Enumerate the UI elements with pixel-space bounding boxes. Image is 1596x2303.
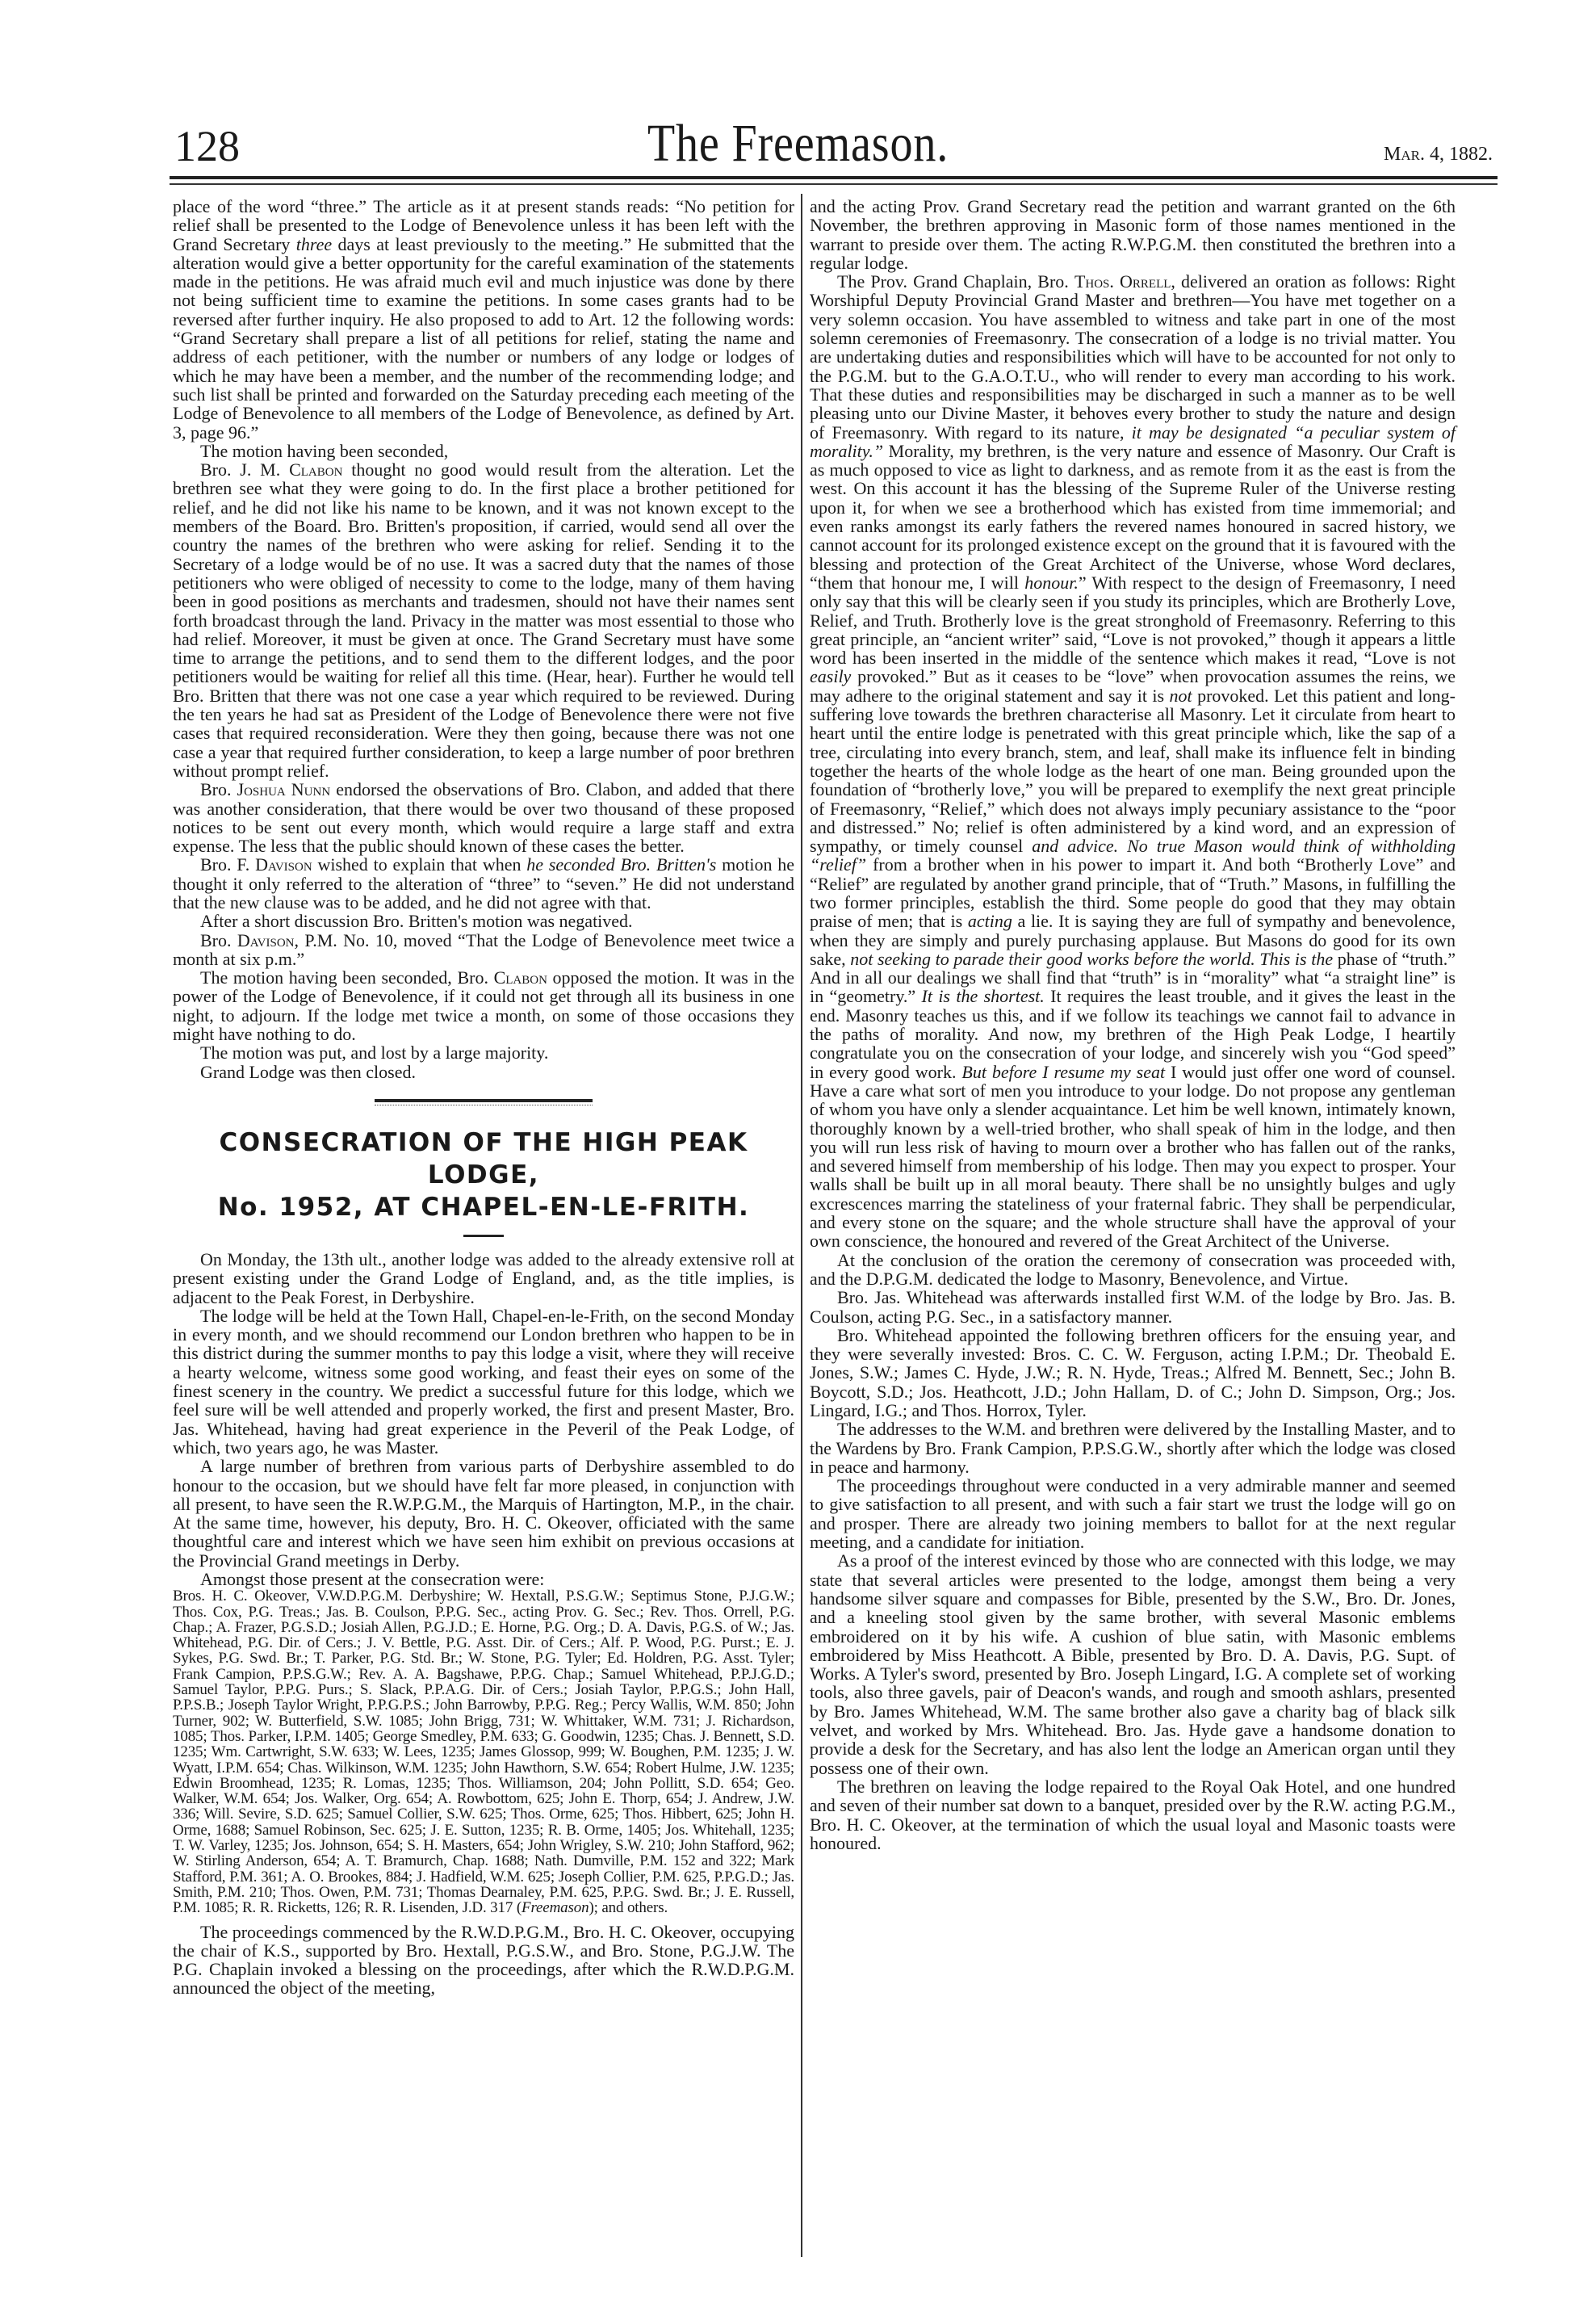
text-run: The Prov. Grand Chaplain, Bro. (837, 271, 1074, 292)
paragraph (173, 1457, 794, 1570)
small-caps-name: Thos. Orrell (1074, 271, 1171, 292)
small-caps-name: Clabon (289, 459, 343, 480)
text-run: phase of “truth.” And in all our dealings we shall find that “truth” is in “morality” what “a straight line” is in “geometry.” (810, 948, 1456, 1007)
paragraph (810, 1326, 1456, 1420)
text-run: , delivered an oration as follows: Right Worshipful Deputy Provincial Grand Master and brethren—You have met together on a very solemn occasion. You have assembled to witness and take part in one of the most solemn ceremonies of Freemasonry. The consecration of a lodge is no trivial matter. You are undertaking duties and responsibilities which will have to be accounted for not only to the P.G.M. but to the G.A.O.T.U., who will render to every man according to his work. That these duties and responsibilities may be discharged in such a manner as to be well pleasing unto our Divine Master, it behoves every brother to study the nature and design of Freemasonry. With regard to its nature, (810, 271, 1456, 443)
text-run: Bro. J. M. (200, 459, 290, 480)
paragraph (173, 968, 794, 1043)
article-intro (173, 1250, 794, 1588)
paragraph (173, 855, 794, 912)
text-run: Amongst those present at the consecration were: (200, 1569, 545, 1589)
paragraph (810, 1420, 1456, 1476)
grand-lodge-report (173, 197, 794, 1081)
text-run: The motion having been seconded, Bro. (200, 967, 494, 988)
article-heading (173, 1126, 794, 1223)
text-run: It requires the least trouble, and it gives the least in the end. Masonry teaches us this, and if we follow its teachings we cannot fail to advance in the paths of morality. And now, my brethren of the High Peak Lodge, I heartily congratulate you on the consecration of your lodge, and sincerely wish you “God speed” in every good work. (810, 986, 1456, 1082)
paragraph (173, 1043, 794, 1062)
text-run: Grand Lodge was then closed. (200, 1061, 416, 1082)
attendees-list (173, 1588, 794, 1915)
text-run: thought no good would result from the alteration. Let the brethren see what they were going to do. In the first place a brother petitioned for relief, and he did not like his name to be known, and it was not known except to the members of the Board. Bro. Britten's proposition, if carried, would send all over the country the names of the brethren who were asking for relief. Sending it to the Secretary of a lodge would be of no use. It was a sacred duty that the names of those petitioners who were obliged of necessity to come to the lodge, many of them having been in good positions as merchants and tradesmen, should not have their names sent forth broadcast through the land. Privacy in the matter was most essential to those who had relief. Moreover, it must be given at once. The Grand Secretary must have some time to arrange the petitions, and to send them to the different lodges, and the poor petitioners would be waiting for relief all this time. (Hear, hear). Further he would tell Bro. Britten that there was not one case a year which required to be reviewed. During the ten years he had sat as President of the Lodge of Benevolence there were not five cases that required reconsideration. Were they then going, because there was not one case a year that required further consideration, to keep a large number of poor brethren without prompt relief. (173, 459, 795, 781)
text-run: The motion was put, and lost by a large majority. (200, 1042, 549, 1063)
paragraph (173, 1063, 794, 1081)
italic-text-run: not (1169, 685, 1192, 706)
text-run: , P.M. No. 10, moved “That the Lodge of Benevolence meet twice a month at six p.m.” (173, 929, 794, 969)
right-column (810, 197, 1456, 1852)
italic-text-run: honour. (1024, 572, 1079, 593)
paragraph (810, 1288, 1456, 1326)
text-run: The proceedings throughout were conducted in a very admirable manner and seemed to give satisfaction to all present, and with such a fair start we trust the lodge will go on and prosper. There are already two joining members to ballot for at the next regular meeting, and a candidate for initiation. (810, 1475, 1456, 1553)
paragraph (810, 272, 1456, 1250)
text-run: The addresses to the W.M. and brethren were delivered by the Installing Master, and to the Wardens by Bro. Frank Campion, P.P.S.G.W., shortly after which the lodge was closed in peace and harmony. (810, 1419, 1456, 1477)
header-rule-thin (170, 183, 1498, 185)
paragraph (810, 1476, 1456, 1551)
paragraph (173, 442, 794, 460)
text-run: The brethren on leaving the lodge repaired to the Royal Oak Hotel, and one hundred and seven of their number sat down to a banquet, presided over by the R.W. acting P.G.M., Bro. H. C. Okeover, at the termination of which the usual loyal and Masonic toasts were honoured. (810, 1776, 1456, 1853)
text-run: A large number of brethren from various parts of Derbyshire assembled to do honour to the occasion, but we should have felt far more pleased, in conjunction with all present, to have seen the R.W.P.G.M., the Marquis of Hartington, M.P., in the chair. At the same time, however, his deputy, Bro. H. C. Okeover, officiated with the same thoughtful care and interest which we have seen him exhibit on previous occasions at the Provincial Grand meetings in Derby. (173, 1456, 794, 1571)
paragraph (173, 780, 794, 855)
left-column (173, 197, 794, 1998)
masthead-title: The Freemason. (647, 114, 949, 173)
heading-rule (463, 1235, 504, 1237)
article-heading-line-2: No. 1952, AT CHAPEL-EN-LE-FRITH. (217, 1192, 750, 1222)
italic-text-run: it may be designated “a peculiar system of morality.” (810, 422, 1456, 461)
text-run: I would just offer one word of counsel. Have a care what sort of men you introduce to your lodge. Do not propose any gentleman of whom you have only a slender acquaintance. Let him be well known, intimately known, thoroughly known by a well-tried brother, who shall speak of him in the lodge, and then you will run less risk of having to mourn over a brother who has fallen out of the ranks, and severed himself from membership of his lodge. Then may you expect to prosper. Your walls shall be built up in all moral beauty. There shall be no unsightly bulges and ugly excrescences marring the stateliness of your fraternal fabric. They shall be perpendicular, and every stone on the square; and the whole structure shall have the approval of your own conscience, the honoured and revered of the Great Architect of the Universe. (810, 1061, 1456, 1252)
italic-text-run: But before I resume my seat (961, 1061, 1166, 1082)
paragraph (810, 1551, 1456, 1777)
text-run: place of the word “three.” The article as it at present stands reads: “No petition for relief shall be presented to the Lodge of Benevolence unless it has been left with the Grand Secretary (173, 196, 794, 254)
italic-text-run: he seconded Bro. Britten's (526, 854, 717, 875)
text-run: Bro. F. (200, 854, 256, 875)
italic-text-run: three (295, 233, 333, 254)
text-run: days at least previously to the meeting.” He submitted that the alteration would give a better opportunity for the careful examination of the statements made in the petitions. He was afraid much evil and much injustice was done by there not being sufficient time to examine the petitions. In some cases grants had to be reversed after further inquiry. He also proposed to add to Art. 12 the following words: “Grand Secretary shall prepare a list of all petitions for relief, stating the name and address of each petitioner, with the number or numbers of any lodge or lodges of which he may have been a member, and the number of the recommending lodge; and such list shall be printed and forwarded on the Saturday preceding each meeting of the Lodge of Benevolence to all members of the Lodge of Benevolence, as defined by Art. 3, page 96.” (173, 233, 795, 443)
paragraph (810, 197, 1456, 272)
text-run: a lie. It is saying they are full of sympathy and benevolence, when they are simply and purely purchasing applause. But Masons do good for its own sake, (810, 911, 1456, 969)
paragraph (173, 1250, 794, 1307)
section-separator (375, 1099, 593, 1105)
text-run: Bro. (200, 929, 237, 950)
text-run: and the acting Prov. Grand Secretary read the petition and warrant granted on the 6th November, the brethren approving in Masonic form of those names mentioned in the warrant to preside over them. The acting R.W.P.G.M. then constituted the brethren into a regular lodge. (810, 196, 1456, 273)
text-run: from a brother when in his power to impart it. And both “Brotherly Love” and “Relief” are regulated by another grand principle, that of “Truth.” Masons, in fulfilling the two former principles, establish the third. Some people do good that they may obtain praise of men; that is (810, 854, 1456, 932)
column-divider (801, 194, 802, 2257)
italic-text-run: It is the shortest. (921, 986, 1045, 1007)
text-run: provoked. Let this patient and long-suffering love towards the brethren characterise all Masonry. Let it circulate from heart to heart until the entire lodge is penetrated with this great principle which, like the sap of a tree, circulating into every branch, stem, and leaf, shall make its influence felt in binding together the hearts of the whole lodge as the heart of one man. Being grounded upon the foundation of “brotherly love,” you will be prepared to exemplify the next great principle of Freemasonry, “Relief,” which does not always imply pecuniary assistance to the “poor and distressed.” No; relief is often administered by a kind word, and an expression of sympathy, or timely counsel (810, 685, 1456, 857)
text-run: wished to explain that when (312, 854, 527, 875)
italic-text-run: not seeking to parade their good works before the world. This is the (850, 948, 1334, 969)
text-run: Bros. H. C. Okeover, V.W.D.P.G.M. Derbyshire; W. Hextall, P.S.G.W.; Septimus Stone, P.J.G.W.; Thos. Cox, P.G. Treas.; Jas. B. Coulson, P.P.G. Sec., acting Prov. G. Sec.; Rev. Thos. Orrell, P.G. Chap.; A. Frazer, P.G.S.D.; Josiah Allen, P.G.J.D.; E. Horne, P.G. Org.; D. A. Davis, P.G.S. of W.; Jas. Whitehead, P.G. Dir. of Cers.; J. V. Bettle, P.G. Asst. Dir. of Cers.; Alf. P. Wood, P.G. Purst.; E. J. Sykes, P.G. Swd. Br.; T. Parker, P.G. Std. Br.; W. Stone, P.G. Tyler; Ed. Holdren, P.G. Asst. Tyler; Frank Campion, P.P.S.G.W.; Rev. A. A. Bagshawe, P.P.G. Chap.; Samuel Whitehead, P.P.J.G.D.; Samuel Taylor, P.P.G. Purs.; S. Slack, P.P.A.G. Dir. of Cers.; Josiah Taylor, P.P.G.S.; John Hall, P.P.S.B.; Joseph Taylor Wright, P.P.G.P.S.; John Barrowby, P.P.G. Reg.; Percy Wallis, W.M. 850; John Turner, 902; W. Butterfield, S.W. 1085; John Brigg, 731; W. Whittaker, W.M. 731; J. Richardson, 1085; Thos. Parker, I.P.M. 1405; George Smedley, P.M. 633; G. Goodwin, 1235; Chas. J. Bennett, S.D. 1235; Wm. Cartwright, S.W. 633; W. Lees, 1235; James Glossop, 999; W. Boughen, P.M. 1235; J. W. Wyatt, I.P.M. 654; Chas. Wilkinson, W.M. 1235; John Hawthorn, S.W. 654; Robert Hulme, J.W. 1235; Edwin Broomhead, 1235; R. Lomas, 1235; Thos. Williamson, 204; John Pollitt, S.D. 654; Geo. Walker, W.M. 654; Jos. Walker, Org. 654; A. Rowbottom, 625; John E. Thorp, 654; J. Andrew, J.W. 336; Will. Sevire, S.D. 625; Samuel Collier, S.W. 625; Thos. Orme, 625; Thos. Hibbert, 625; John H. Orme, 1688; Samuel Robinson, Sec. 625; J. E. Sutton, 1235; R. B. Orme, 1405; Jos. Whitehall, 1235; T. W. Varley, 1235; Jos. Johnson, 654; S. H. Masters, 654; John Wrigley, S.W. 210; John Stafford, 962; W. Stirling Anderson, 654; A. T. Bramurch, Chap. 1688; Nath. Dumville, P.M. 152 and 322; Mark Stafford, P.M. 361; A. O. Brookes, 884; J. Hadfield, W.M. 625; Joseph Collier, P.M. 625, P.P.G.D.; Jas. Smith, P.M. 210; Thos. Owen, P.M. 731; Thomas Dearnaley, P.M. 625, P.P.G. Swd. Br.; J. E. Russell, P.M. 1085; R. R. Ricketts, 126; R. R. Lisenden, J.D. 317 ( (173, 1588, 794, 1917)
paragraph (173, 460, 794, 780)
page-number: 128 (174, 122, 240, 170)
small-caps-name: Joshua Nunn (237, 779, 331, 800)
text-run: motion he thought it only referred to the alteration of “three” to “seven.” He did not understand that the new clause was to be added, and he did not agree with that. (173, 854, 794, 912)
article-proceedings (173, 1923, 794, 1998)
italic-text-run: Freemason (522, 1899, 589, 1917)
text-run: Bro. (200, 779, 237, 800)
paragraph (173, 931, 794, 969)
paragraph (810, 1777, 1456, 1852)
text-run: At the conclusion of the oration the ceremony of consecration was proceeded with, and the D.P.G.M. dedicated the lodge to Masonry, Benevolence, and Virtue. (810, 1249, 1456, 1289)
text-run: opposed the motion. It was in the power of the Lodge of Benevolence, if it could not get through all its business in one night, to adjourn. If the lodge met twice a month, on some of those occasions they might have nothing to do. (173, 967, 794, 1045)
paragraph (810, 1251, 1456, 1289)
small-caps-name: Davison (255, 854, 312, 875)
italic-text-run: and advice. No true Mason would think of withholding “relief” (810, 836, 1456, 875)
text-run: Bro. Jas. Whitehead was afterwards installed first W.M. of the lodge by Bro. Jas. B. Coulson, acting P.G. Sec., in a satisfactory manner. (810, 1287, 1456, 1327)
text-run: The motion having been seconded, (200, 440, 449, 461)
text-run: On Monday, the 13th ult., another lodge was added to the already extensive roll at present existing under the Grand Lodge of England, and, as the title implies, is adjacent to the Peak Forest, in Derbyshire. (173, 1248, 794, 1307)
text-run: provoked.” But as it ceases to be “love” when provocation assumes the reins, we may adhere to the original statement and say it is (810, 666, 1456, 706)
paragraph (173, 1307, 794, 1457)
paragraph (173, 1570, 794, 1588)
article-continuation (810, 197, 1456, 1852)
text-run: endorsed the observations of Bro. Clabon, and added that there was another consideration, that there would be over two thousand of these proposed notices to be sent out every month, which would require a large staff and extra expense. The less that the public should known of these cases the better. (173, 779, 795, 857)
text-run: As a proof of the interest evinced by those who are connected with this lodge, we may state that several articles were presented to the lodge, amongst them being a very handsome silver square and compasses for Bible, presented by the S.W., Bro. Dr. Jones, and a kneeling stool given by the same brother, with several Masonic emblems embroidered on it by his wife. A cushion of blue satin, with Masonic emblems embroidered by Miss Heathcott. A Bible, presented by Bro. D. A. Davis, P.G. Supt. of Works. A Tyler's sword, presented by Bro. Joseph Lingard, I.G. A complete set of working tools, also three gavels, pair of Deacon's wands, and rough and smooth ashlars, presented by Bro. James Whitehead, W.M. The same brother also gave a charity bag of black silk velvet, and worked by Mrs. Whitehead. Bro. Jas. Hyde gave a handsome donation to provide a desk for the Secretary, and has also lent the lodge an American organ until they possess one of their own. (810, 1550, 1456, 1778)
header-rule-thick (170, 176, 1498, 179)
text-run: Bro. Whitehead appointed the following brethren officers for the ensuing year, and they were severally invested: Bros. C. C. W. Ferguson, acting I.P.M.; Dr. Theobald E. Jones, S.W.; James C. Hyde, J.W.; R. N. Hyde, Treas.; Alfred M. Bennett, Sec.; John B. Boycott, S.D.; Jos. Heathcott, J.D.; John Hallam, D. of C.; John D. Simpson, Org.; Jos. Lingard, I.G.; and Thos. Horrox, Tyler. (810, 1324, 1456, 1420)
text-run: The proceedings commenced by the R.W.D.P.G.M., Bro. H. C. Okeover, occupying the chair of K.S., supported by Bro. Hextall, P.G.S.W., and Bro. Stone, P.G.J.W. The P.G. Chaplain invoked a blessing on the proceedings, after which the R.W.D.P.G.M. announced the object of the meeting, (173, 1921, 794, 1999)
paragraph (173, 912, 794, 930)
text-run: After a short discussion Bro. Britten's motion was negatived. (200, 911, 633, 932)
article-heading-line-1: CONSECRATION OF THE HIGH PEAK LODGE, (219, 1127, 748, 1189)
paragraph (173, 197, 794, 442)
text-run: The lodge will be held at the Town Hall, Chapel-en-le-Frith, on the second Monday in every month, and we should recommend our London brethren who happen to be in this district during the summer months to pay this lodge a visit, where they will receive a hearty welcome, witness some good working, and feast their eyes on some of the finest scenery in the country. We predict a successful future for this lodge, which we feel sure will be well attended and properly worked, the first and present Master, Bro. Jas. Whitehead, having had great experience in the Peveril of the Peak Lodge, of which, two years ago, he was Master. (173, 1305, 794, 1458)
text-run: Morality, my brethren, is the very nature and essence of Masonry. Our Craft is as much opposed to vice as light to darkness, and as remote from it as the east is from the west. On this account it has the blessing of the Supreme Ruler of the Universe resting upon it, for when we see a brotherhood which has existed from time immemorial; and even ranks amongst its early fathers the revered names honoured in sacred history, we cannot account for its prolonged existence except on the ground that it is favoured with the blessing and protection of the Great Architect of the Universe, whose Word declares, “them that honour me, I will (810, 440, 1456, 593)
issue-date: Mar. 4, 1882. (1384, 144, 1493, 165)
italic-text-run: easily (810, 666, 852, 687)
small-caps-name: Clabon (493, 967, 547, 988)
italic-text-run: acting (967, 911, 1012, 932)
text-run: ” With respect to the design of Freemasonry, I need only say that this will be clearly seen if you study its principles, which are Brotherly Love, Relief, and Truth. Brotherly love is the great stronghold of Freemasonry. Referring to this great principle, an “ancient writer” said, “Love is not provoked,” though it appears a little word has been inserted in the middle of the sentence which makes it read, “Love is not (810, 572, 1456, 669)
paragraph (173, 1923, 794, 1998)
attendee-paragraph (173, 1588, 794, 1915)
small-caps-name: Davison (237, 929, 295, 950)
text-run: ); and others. (589, 1899, 668, 1917)
